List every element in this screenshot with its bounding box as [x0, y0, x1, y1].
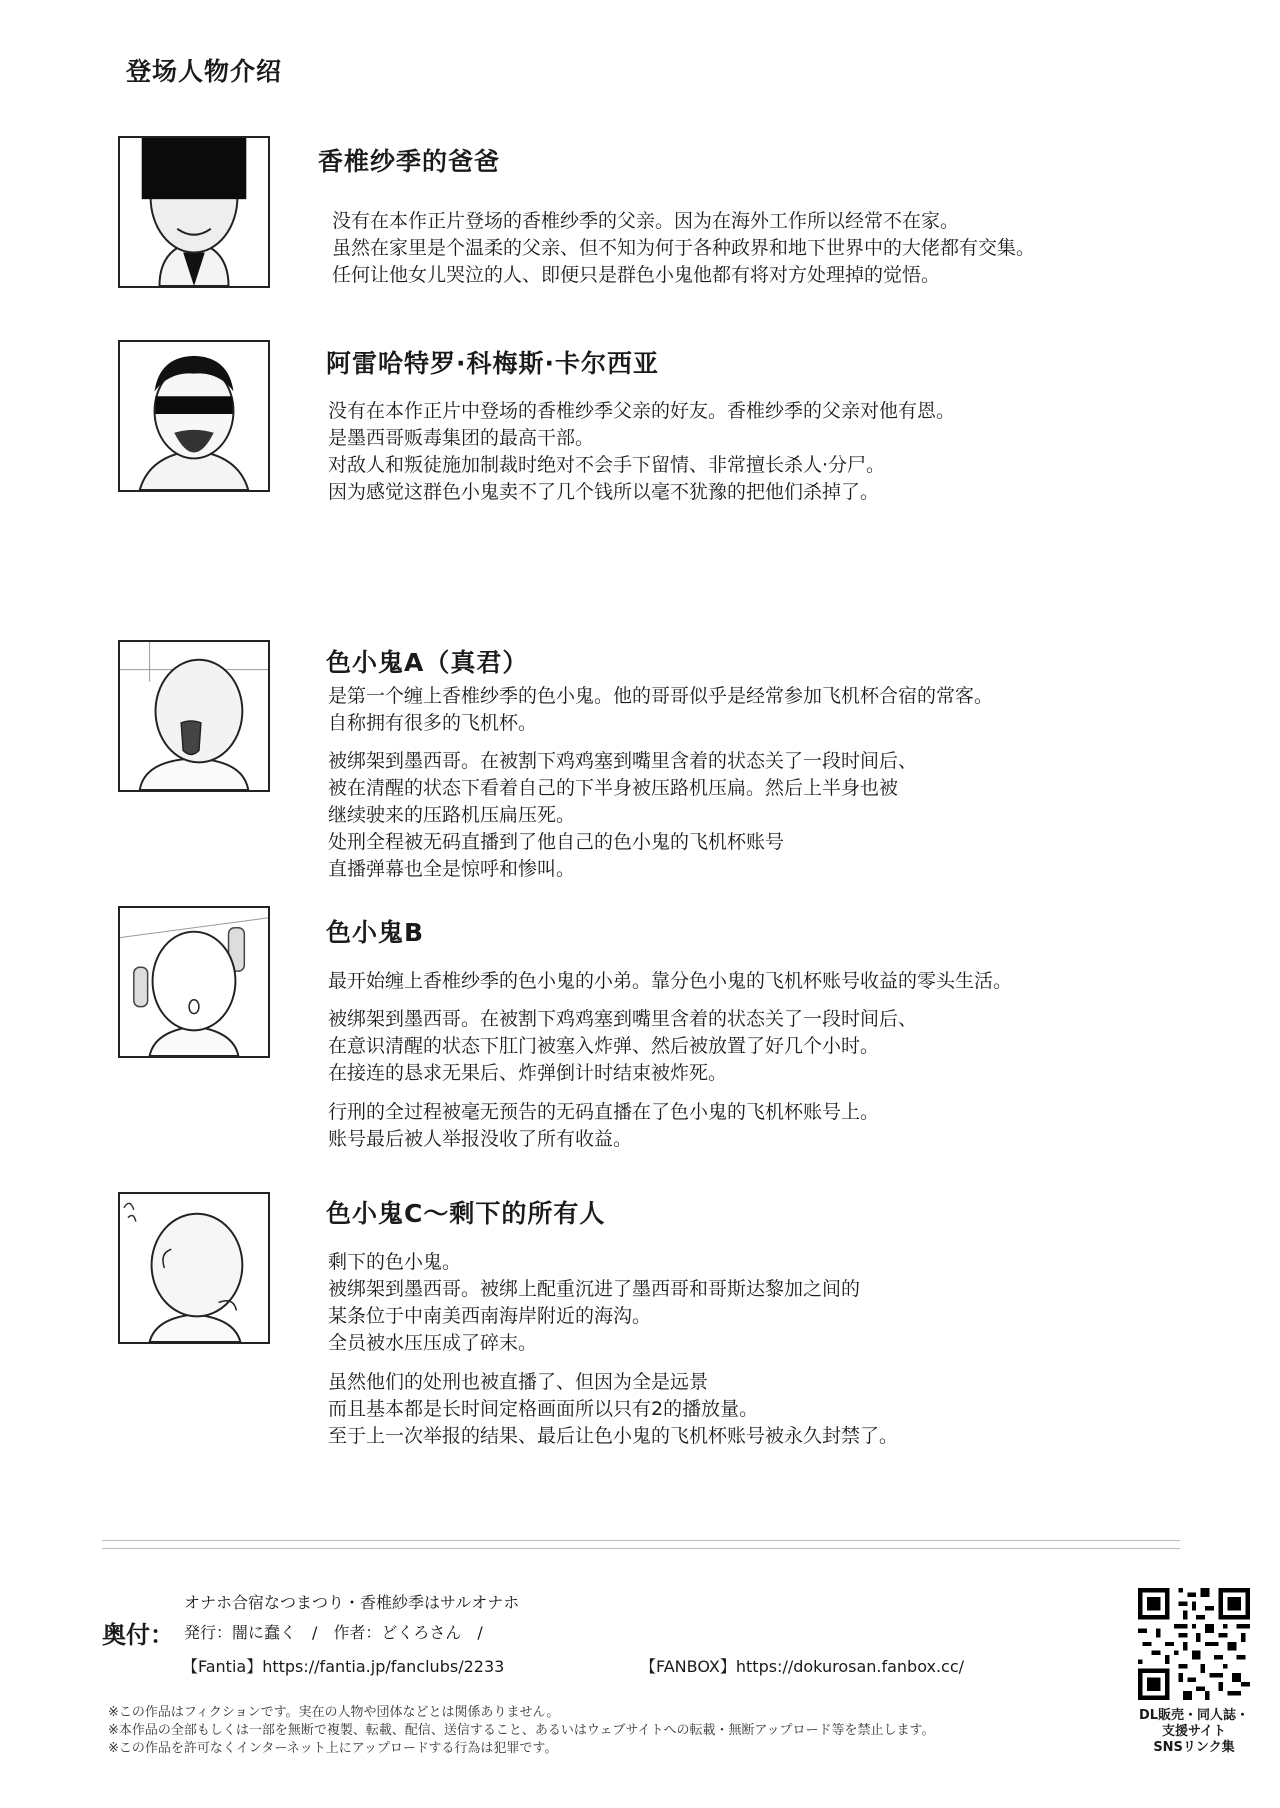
legal-notes: [108, 1704, 935, 1758]
fanbox-link[interactable]: 【FANBOX】https://dokurosan.fanbox.cc/: [640, 1657, 965, 1676]
colophon-label: 奥付：: [102, 1621, 174, 1649]
text-line: 剩下的色小鬼。: [328, 1251, 462, 1273]
text-line: 虽然他们的处刑也被直播了、但因为全是远景: [328, 1371, 709, 1393]
colophon-credits: 発行：闇に蠢く / 作者：どくろさん /: [184, 1623, 483, 1642]
character-description: [328, 1249, 860, 1357]
text-line: 被绑架到墨西哥。在被割下鸡鸡塞到嘴里含着的状态关了一段时间后、: [328, 1008, 918, 1030]
page-title: 登场人物介绍: [126, 57, 283, 86]
character-portrait-remaining-brats: [118, 1192, 270, 1344]
qr-code[interactable]: [1138, 1588, 1250, 1700]
character-name: 阿雷哈特罗·科梅斯·卡尔西亚: [326, 349, 659, 378]
divider: [102, 1548, 1180, 1549]
character-name: 色小鬼A（真君）: [326, 648, 529, 677]
text-line: 继续驶来的压路机压扁压死。: [328, 804, 576, 826]
divider: [102, 1540, 1180, 1541]
note-line: ※この作品を許可なくインターネット上にアップロードする行為は犯罪です。: [108, 1741, 558, 1756]
fantia-link[interactable]: 【Fantia】https://fantia.jp/fanclubs/2233: [182, 1657, 505, 1676]
text-line: 自称拥有很多的飞机杯。: [328, 712, 538, 734]
character-description: [328, 683, 993, 737]
text-line: 没有在本作正片中登场的香椎纱季父亲的好友。香椎纱季的父亲对他有恩。: [328, 400, 956, 422]
text-line: 没有在本作正片登场的香椎纱季的父亲。因为在海外工作所以经常不在家。: [332, 210, 960, 232]
text-line: 处刑全程被无码直播到了他自己的色小鬼的飞机杯账号: [328, 831, 785, 853]
colophon-title: オナホ合宿なつまつり・香椎紗季はサルオナホ: [184, 1593, 520, 1612]
text-line: 全员被水压压成了碎末。: [328, 1332, 538, 1354]
text-line: 虽然在家里是个温柔的父亲、但不知为何于各种政界和地下世界中的大佬都有交集。: [332, 237, 1036, 259]
note-line: ※本作品の全部もしくは一部を無断で複製、転載、配信、送信すること、あるいはウェブサイトへの転載・無断アップロード等を禁止します。: [108, 1723, 935, 1738]
text-line: 某条位于中南美西南海岸附近的海沟。: [328, 1305, 652, 1327]
text-line: 而且基本都是长时间定格画面所以只有2的播放量。: [328, 1398, 759, 1420]
text-line: 在意识清醒的状态下肛门被塞入炸弹、然后被放置了好几个小时。: [328, 1035, 880, 1057]
character-description: [328, 1006, 917, 1087]
text-line: 账号最后被人举报没收了所有收益。: [328, 1128, 633, 1150]
text-line: 被在清醒的状态下看着自己的下半身被压路机压扁。然后上半身也被: [328, 777, 899, 799]
character-name: 香椎纱季的爸爸: [318, 147, 501, 176]
character-name: 色小鬼C～剩下的所有人: [326, 1199, 606, 1228]
character-portrait-cartel-boss: [118, 340, 270, 492]
text-line: 对敌人和叛徒施加制裁时绝对不会手下留情、非常擅长杀人·分尸。: [328, 454, 886, 476]
note-line: ※この作品はフィクションです。実在の人物や団体などとは関係ありません。: [108, 1705, 560, 1720]
character-description: [328, 1099, 879, 1153]
text-line: 被绑架到墨西哥。在被割下鸡鸡塞到嘴里含着的状态关了一段时间后、: [328, 750, 918, 772]
character-name: 色小鬼B: [326, 918, 425, 947]
text-line: 直播弹幕也全是惊呼和惨叫。: [328, 858, 576, 880]
character-portrait-brat-a: [118, 640, 270, 792]
text-line: 是墨西哥贩毒集团的最高干部。: [328, 427, 595, 449]
qr-caption-line: SNSリンク集: [1153, 1740, 1235, 1755]
text-line: 至于上一次举报的结果、最后让色小鬼的飞机杯账号被永久封禁了。: [328, 1425, 899, 1447]
text-line: 是第一个缠上香椎纱季的色小鬼。他的哥哥似乎是经常参加飞机杯合宿的常客。: [328, 685, 994, 707]
character-description: [328, 1369, 898, 1450]
text-line: 因为感觉这群色小鬼卖不了几个钱所以毫不犹豫的把他们杀掉了。: [328, 481, 880, 503]
text-line: 在接连的恳求无果后、炸弹倒计时结束被炸死。: [328, 1062, 728, 1084]
text-line: 行刑的全过程被毫无预告的无码直播在了色小鬼的飞机杯账号上。: [328, 1101, 880, 1123]
qr-caption: [1126, 1708, 1262, 1756]
character-description: [328, 968, 1012, 995]
character-description: [332, 208, 1035, 289]
text-line: 任何让他女儿哭泣的人、即便只是群色小鬼他都有将对方处理掉的觉悟。: [332, 264, 941, 286]
qr-caption-line: 支援サイト: [1161, 1724, 1227, 1739]
character-portrait-brat-b: [118, 906, 270, 1058]
qr-caption-line: DL販売・同人誌・: [1138, 1708, 1250, 1723]
text-line: 最开始缠上香椎纱季的色小鬼的小弟。靠分色小鬼的飞机杯账号收益的零头生活。: [328, 970, 1013, 992]
character-description: [328, 398, 955, 506]
character-portrait-father: [118, 136, 270, 288]
character-description: [328, 748, 917, 883]
text-line: 被绑架到墨西哥。被绑上配重沉进了墨西哥和哥斯达黎加之间的: [328, 1278, 861, 1300]
